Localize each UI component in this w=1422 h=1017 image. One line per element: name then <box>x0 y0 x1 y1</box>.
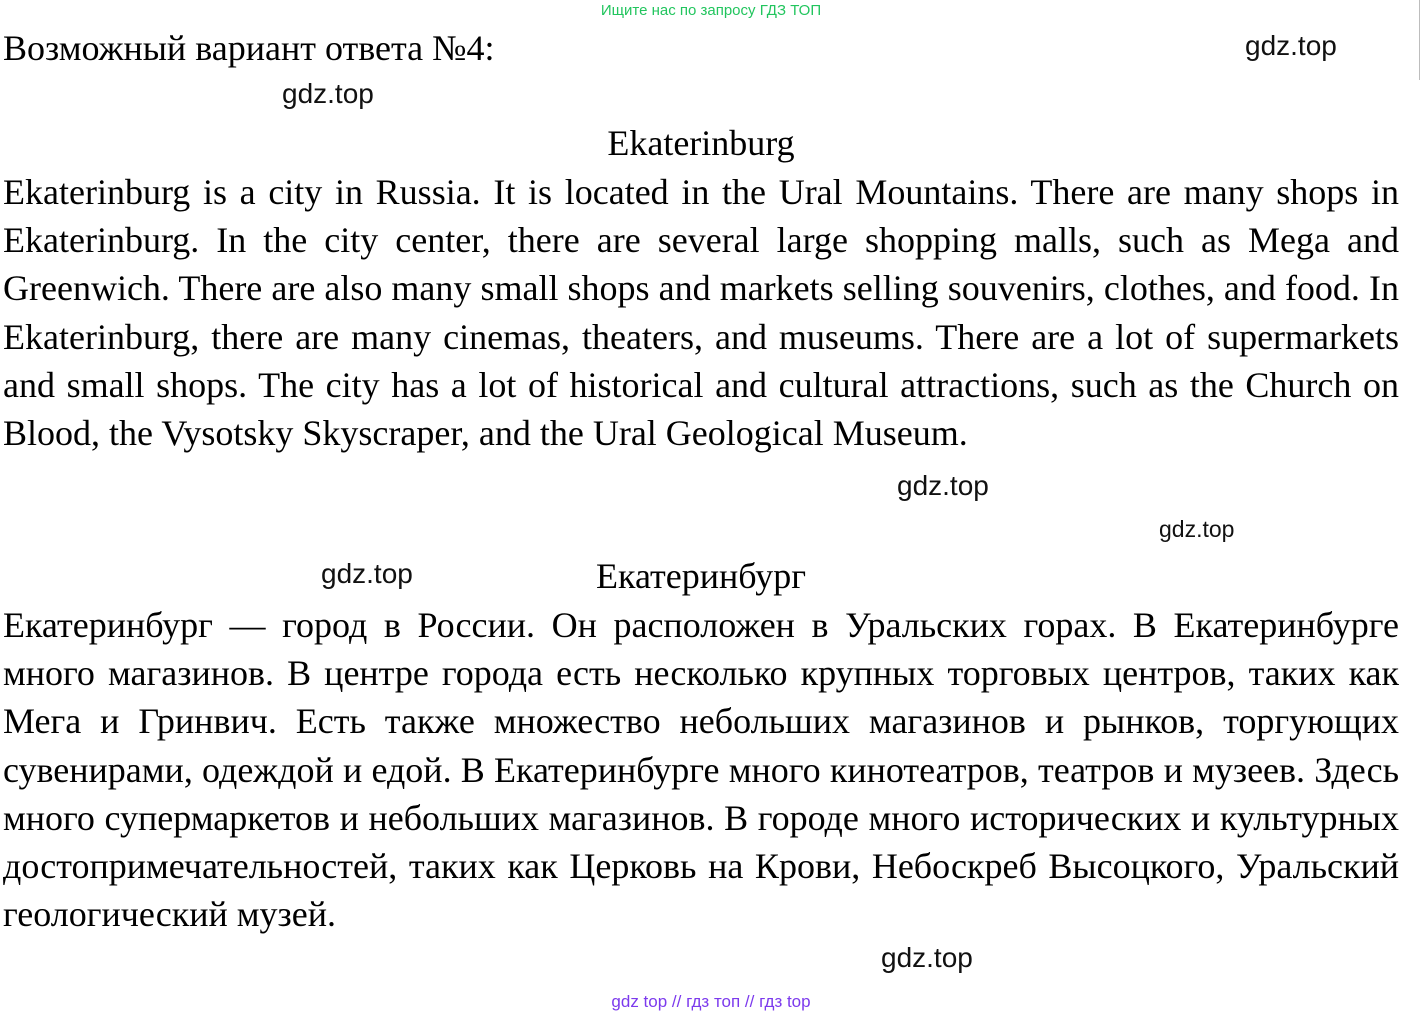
english-paragraph: Ekaterinburg is a city in Russia. It is located in the Ural Mountains. There are many shops in Ekaterinburg. In the city center, there are several large shopping malls, such as Mega and Greenwich. There are also many small shops and markets selling souvenirs, clothes, and food. In Ekaterinburg, there are many cinemas, theaters, and museums. There are a lot of supermarkets and small shops. The city has a lot of historical and cultural attractions, such as the Church on Blood, the Vysotsky Skyscraper, and the Ural Geological Museum. <box>3 172 1399 454</box>
watermark: gdz.top <box>282 78 374 109</box>
english-title: Ekaterinburg <box>607 123 795 163</box>
russian-title: Екатеринбург <box>596 556 806 596</box>
answer-heading: Возможный вариант ответа №4: <box>3 28 495 68</box>
watermark: gdz.top <box>1159 516 1235 542</box>
footer-links: gdz top // гдз топ // гдз top <box>611 992 811 1011</box>
russian-paragraph: Екатеринбург — город в России. Он расположен в Уральских горах. В Екатеринбурге много магазинов. В центре города есть несколько крупных торговых центров, таких как Мега и Гринвич. Есть также множество небольших магазинов и рынков, торгующих сувенирами, одеждой и едой. В Екатеринбурге много кинотеатров, театров и музеев. Здесь много супермаркетов и небольших магазинов. В городе много исторических и культурных достопримечательностей, таких как Церковь на Крови, Небоскреб Высоцкого, Уральский геологический музей. <box>3 605 1399 935</box>
watermark: gdz.top <box>1245 30 1337 61</box>
watermark: gdz.top <box>897 470 989 501</box>
watermark: gdz.top <box>881 942 973 973</box>
search-hint-banner: Ищите нас по запросу ГДЗ ТОП <box>600 2 822 19</box>
watermark: gdz.top <box>321 558 413 589</box>
page-edge-divider <box>1419 0 1420 80</box>
